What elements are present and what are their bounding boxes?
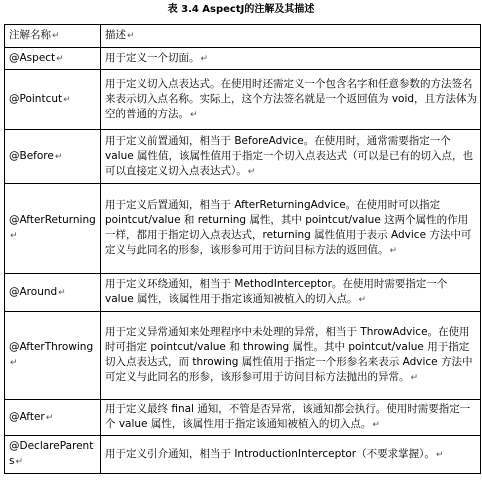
paragraph-mark: ↵ xyxy=(63,94,71,105)
paragraph-mark: ↵ xyxy=(410,373,419,383)
table-row xyxy=(5,400,481,436)
paragraph-mark: ↵ xyxy=(45,412,54,423)
annotation-name: @Pointcut xyxy=(9,92,63,105)
annotation-name-cell xyxy=(5,130,101,184)
table-header-row xyxy=(5,25,481,48)
table-row xyxy=(5,48,481,70)
column-header-desc-text: 描述 xyxy=(105,29,126,41)
paragraph-mark: ↵ xyxy=(435,449,444,460)
annotation-name-cell xyxy=(5,436,101,474)
annotation-name: @Around xyxy=(9,285,58,298)
annotation-desc: 用于定义环绕通知，相当于 MethodInterceptor。在使用时需要指定一个 value 属性，该属性用于指定该通知被植入的切入点。 xyxy=(105,278,448,305)
paragraph-mark: ↵ xyxy=(127,31,135,41)
annotation-desc: 用于定义后置通知，相当于 AfterReturningAdvice。在使用时可以指定 pointcut/value 和 returning 属性，其中 pointcut/value 这两个属性的作用一样，都用于指定切入点表达式，returning 属性值用于表示 Advice 方法中可定义与此同名的形参，该形参可用于访问目标方法的返回值。 xyxy=(105,199,472,256)
annotation-desc-cell xyxy=(101,274,481,312)
paragraph-mark: ↵ xyxy=(15,457,24,467)
paragraph-mark: ↵ xyxy=(358,295,367,305)
paragraph-mark: ↵ xyxy=(247,166,256,177)
paragraph-mark: ↵ xyxy=(389,246,398,256)
annotation-name-cell xyxy=(5,70,101,130)
table-row xyxy=(5,70,481,130)
annotation-desc-cell xyxy=(101,130,481,184)
annotation-name: @AfterThrowing xyxy=(9,341,94,353)
column-header-desc xyxy=(101,25,481,48)
annotation-desc-cell xyxy=(101,312,481,400)
annotation-name: @Before xyxy=(9,149,54,162)
paragraph-mark: ↵ xyxy=(54,151,63,162)
table-row xyxy=(5,274,481,312)
paragraph-mark: ↵ xyxy=(56,53,64,64)
paragraph-mark: ↵ xyxy=(190,109,198,120)
annotation-name-cell xyxy=(5,312,101,400)
annotation-desc: 用于定义最终 final 通知，不管是否异常，该通知都会执行。使用时需要指定一个 value 属性，该属性用于指定该通知被植入的切入点。 xyxy=(105,403,471,430)
annotation-table xyxy=(4,24,481,474)
annotation-name-cell xyxy=(5,184,101,274)
annotation-desc-cell xyxy=(101,436,481,474)
annotation-desc: 用于定义前置通知，相当于 BeforeAdvice。在使用时，通常需要指定一个 value 属性值，该属性值用于指定一个切入点表达式（可以是已有的切入点，也可以直接定义切入点表达式）。 xyxy=(105,134,474,177)
table-row xyxy=(5,130,481,184)
annotation-desc: 用于定义一个切面。 xyxy=(105,51,200,64)
annotation-name: @Aspect xyxy=(9,51,56,64)
annotation-desc-cell xyxy=(101,70,481,130)
table-caption: 表 3.4 AspectJ的注解及其描述 xyxy=(167,4,315,15)
annotation-name-cell xyxy=(5,48,101,70)
table-row xyxy=(5,184,481,274)
annotation-desc-cell xyxy=(101,48,481,70)
paragraph-mark: ↵ xyxy=(10,231,18,241)
annotation-name-cell xyxy=(5,400,101,436)
annotation-desc: 用于定义引介通知，相当于 IntroductionInterceptor（不要求掌握）。 xyxy=(105,447,435,460)
annotation-name-cell xyxy=(5,274,101,312)
table-row xyxy=(5,436,481,474)
annotation-desc: 用于定义异常通知来处理程序中未处理的异常，相当于 ThrowAdvice。在使用时可指定 pointcut/value 和 throwing 属性。其中 pointcut/value 用于指定切入点表达式，而 throwing 属性值用于指定一个形参名来表示 Advice 方法中可定义与此同名的形参，该形参可用于访问目标方法抛出的异常。 xyxy=(105,326,473,383)
column-header-name-text: 注解名称 xyxy=(9,29,51,41)
annotation-desc: 用于定义切入点表达式。在使用时还需定义一个包含名字和任意参数的方法签名来表示切入点名称。实际上，这个方法签名就是一个返回值为 void，且方法体为空的普通的方法。 xyxy=(105,77,478,120)
paragraph-mark: ↵ xyxy=(372,420,380,430)
annotation-name: @DeclareParents xyxy=(9,440,94,467)
paragraph-mark: ↵ xyxy=(58,287,66,298)
annotation-name: @After xyxy=(9,410,45,423)
column-header-name xyxy=(5,25,101,48)
annotation-desc-cell xyxy=(101,400,481,436)
paragraph-mark: ↵ xyxy=(10,358,18,368)
annotation-name: @AfterReturning xyxy=(9,214,96,226)
paragraph-mark: ↵ xyxy=(200,53,209,64)
paragraph-mark: ↵ xyxy=(52,31,60,41)
table-row xyxy=(5,312,481,400)
annotation-desc-cell xyxy=(101,184,481,274)
